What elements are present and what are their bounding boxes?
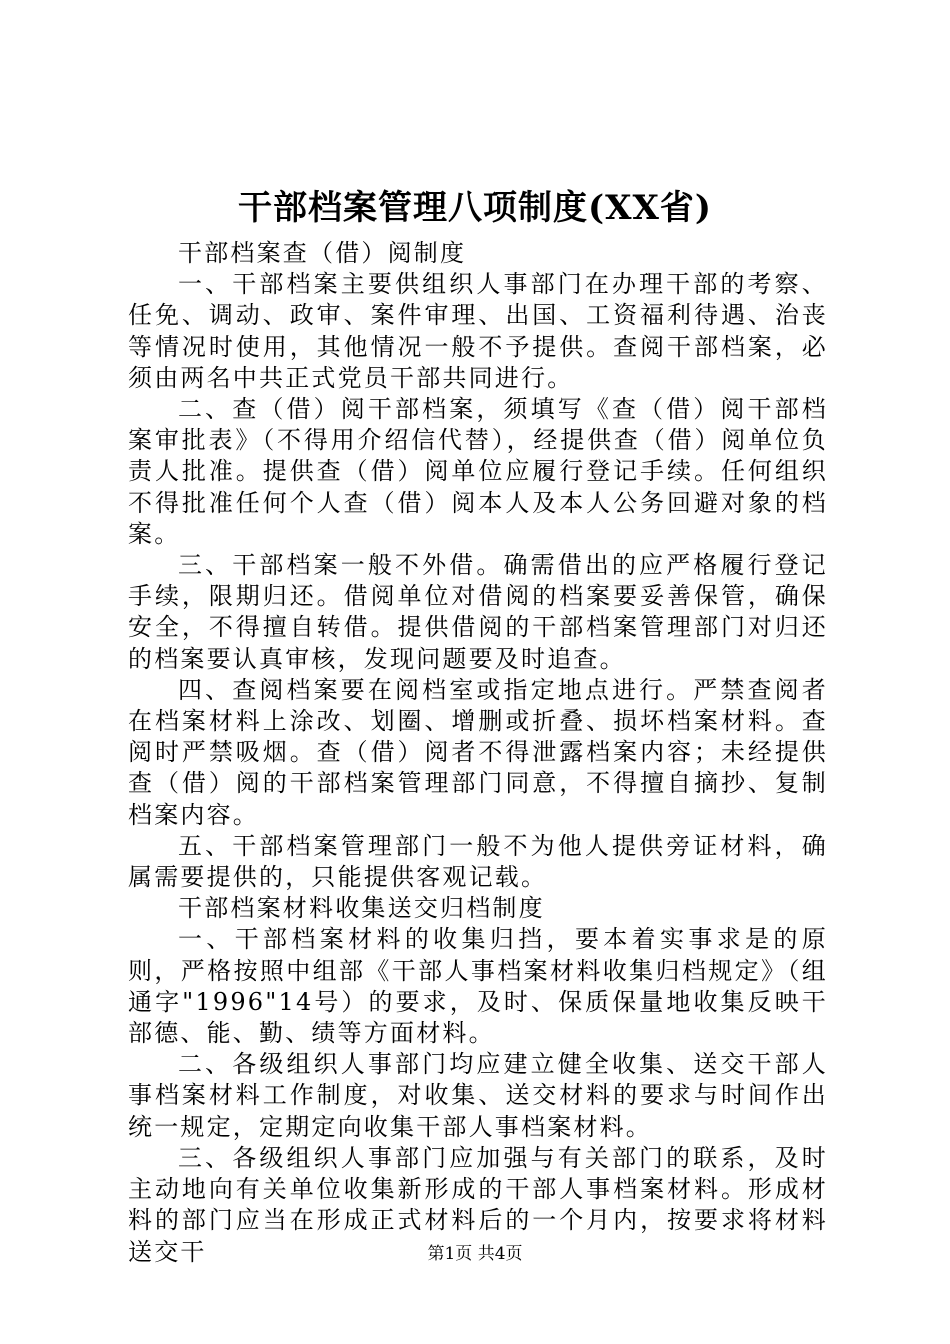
paragraph: 三、各级组织人事部门应加强与有关部门的联系，及时主动地向有关单位收集新形成的干部人事档案材料。形成材料的部门应当在形成正式材料后的一个月内，按要求将材料送交干 [128,1143,828,1266]
page-number-footer: 第1页 共4页 [427,1244,523,1264]
paragraph: 三、干部档案一般不外借。确需借出的应严格履行登记手续，限期归还。借阅单位对借阅的档案要妥善保管，确保安全，不得擅自转借。提供借阅的干部档案管理部门对归还的档案要认真审核，发现问题要及时追查。 [128,551,828,673]
section-heading-collection: 干部档案材料收集送交归档制度 [178,894,545,923]
paragraph: 二、各级组织人事部门均应建立健全收集、送交干部人事档案材料工作制度，对收集、送交材料的要求与时间作出统一规定，定期定向收集干部人事档案材料。 [128,1050,828,1141]
document-title: 干部档案管理八项制度(XX省) [238,188,712,228]
paragraph: 二、查（借）阅干部档案，须填写《查（借）阅干部档案审批表》（不得用介绍信代替），经提供查（借）阅单位负责人批准。提供查（借）阅单位应履行登记手续。任何组织不得批准任何个人查（借）阅本人及本人公务回避对象的档案。 [128,395,828,548]
paragraph: 五、干部档案管理部门一般不为他人提供旁证材料，确属需要提供的，只能提供客观记载。 [128,831,828,892]
document-body [128,238,828,1268]
paragraph: 四、查阅档案要在阅档室或指定地点进行。严禁查阅者在档案材料上涂改、划圈、增删或折叠、损坏档案材料。查阅时严禁吸烟。查（借）阅者不得泄露档案内容；未经提供查（借）阅的干部档案管理部门同意，不得擅自摘抄、复制档案内容。 [128,675,828,829]
paragraph: 一、干部档案材料的收集归挡，要本着实事求是的原则，严格按照中组部《干部人事档案材料收集归档规定》（组通字"1996"14号）的要求，及时、保质保量地收集反映干部德、能、勤、绩等方面材料。 [128,925,828,1048]
paragraph: 一、干部档案主要供组织人事部门在办理干部的考察、任免、调动、政审、案件审理、出国、工资福利待遇、治丧等情况时使用，其他情况一般不予提供。查阅干部档案，必须由两名中共正式党员干部共同进行。 [128,270,828,392]
section-heading-lookup: 干部档案查（借）阅制度 [178,239,467,267]
